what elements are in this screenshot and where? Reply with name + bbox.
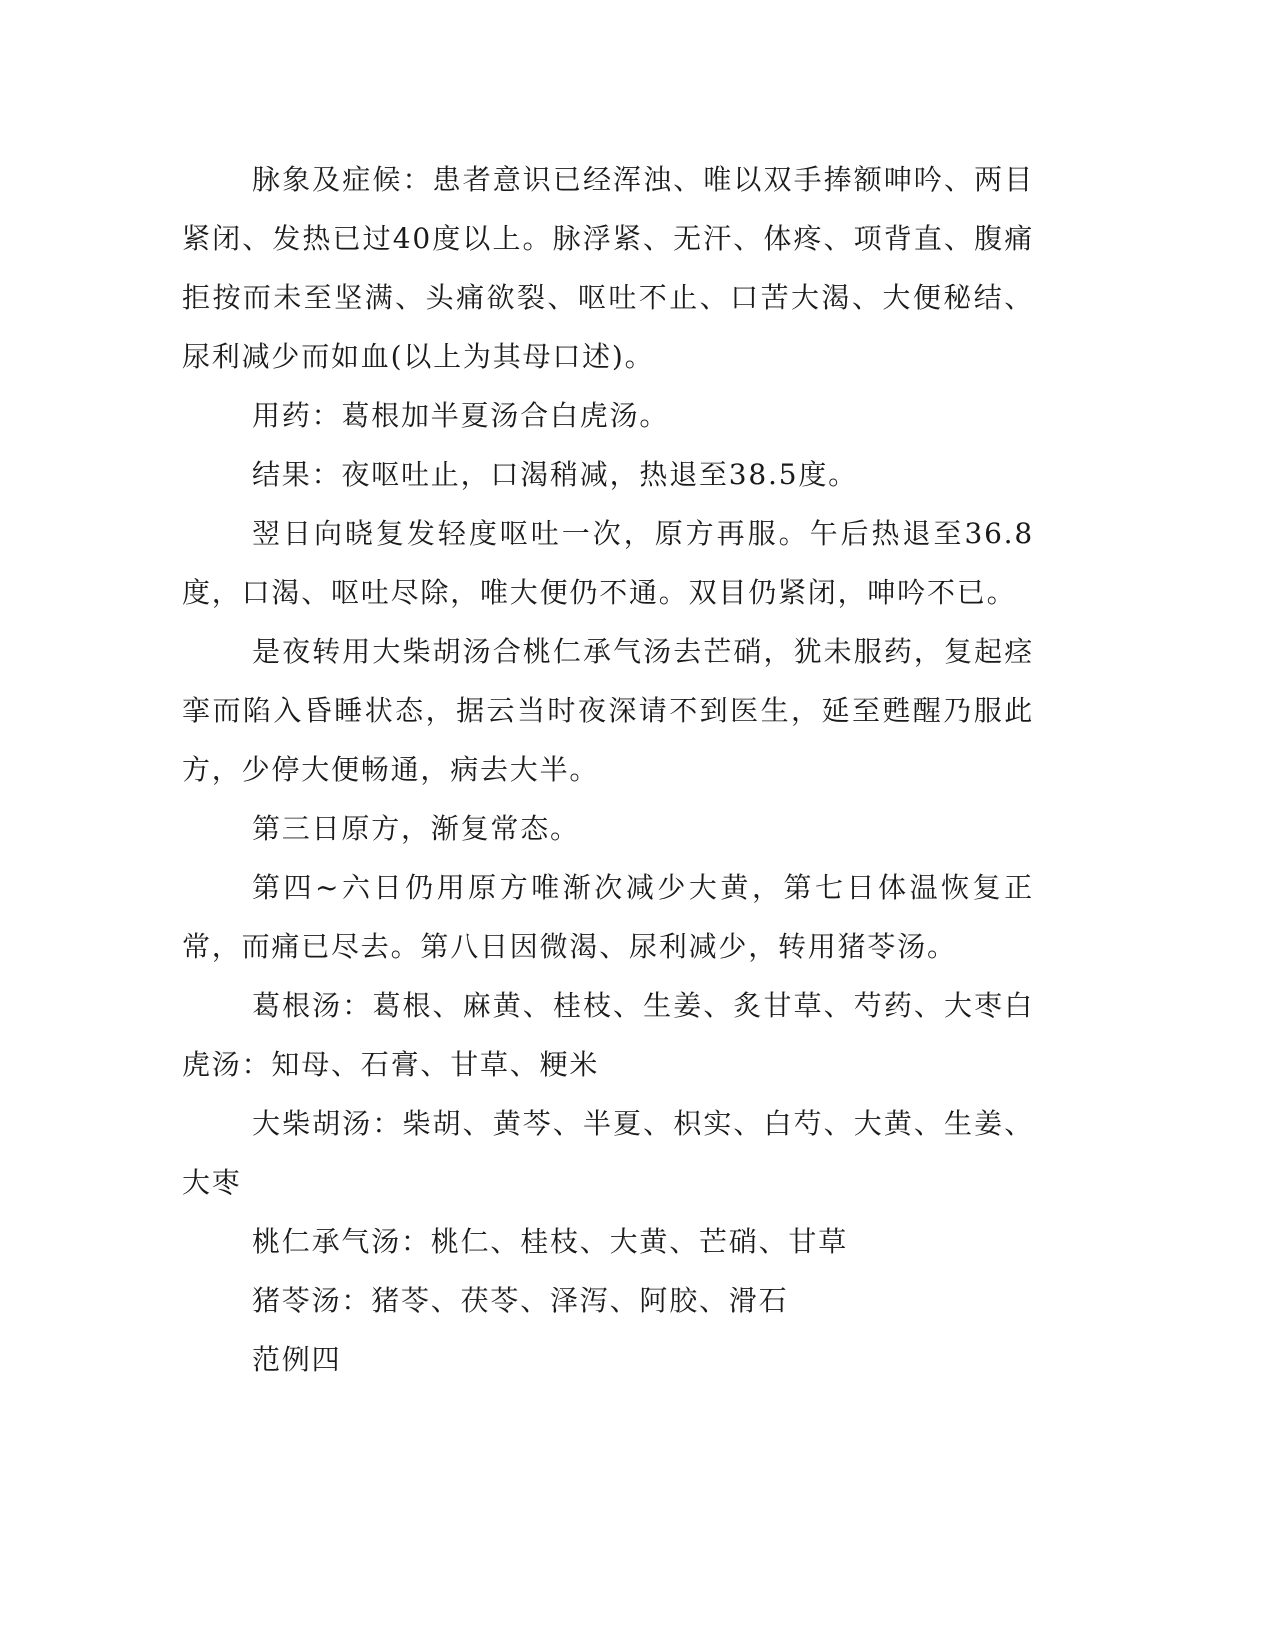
paragraph-dachaihu-formula: 大柴胡汤：柴胡、黄芩、半夏、枳实、白芍、大黄、生姜、大枣	[182, 1107, 1034, 1199]
paragraph-days-four-to-eight: 第四~六日仍用原方唯渐次减少大黄，第七日体温恢复正常，而痛已尽去。第八日因微渴、尿利减少，转用猪苓汤。	[182, 871, 1034, 963]
paragraph-gegen-baihu-formula: 葛根汤：葛根、麻黄、桂枝、生姜、炙甘草、芍药、大枣白虎汤：知母、石膏、甘草、粳米	[182, 989, 1034, 1081]
paragraph-taoren-formula: 桃仁承气汤：桃仁、桂枝、大黄、芒硝、甘草	[252, 1225, 849, 1258]
paragraph-next-day: 翌日向晓复发轻度呕吐一次，原方再服。午后热退至36.8度，口渴、呕吐尽除，唯大便仍不通。双目仍紧闭，呻吟不已。	[182, 517, 1034, 609]
section-heading-example-four: 范例四	[252, 1343, 342, 1376]
paragraph-day-three: 第三日原方，渐复常态。	[252, 812, 580, 845]
paragraph-that-night: 是夜转用大柴胡汤合桃仁承气汤去芒硝，犹未服药，复起痉挛而陷入昏睡状态，据云当时夜深请不到医生，延至甦醒乃服此方，少停大便畅通，病去大半。	[182, 635, 1034, 786]
document-body	[182, 150, 1034, 1389]
paragraph-result: 结果：夜呕吐止，口渴稍减，热退至38.5度。	[252, 458, 858, 491]
paragraph-symptoms: 脉象及症候：患者意识已经浑浊、唯以双手捧额呻吟、两目紧闭、发热已过40度以上。脉浮紧、无汗、体疼、项背直、腹痛拒按而未至坚满、头痛欲裂、呕吐不止、口苦大渴、大便秘结、尿利减少而如血(以上为其母口述)。	[182, 163, 1034, 373]
paragraph-zhuling-formula: 猪苓汤：猪苓、茯苓、泽泻、阿胶、滑石	[252, 1284, 789, 1317]
paragraph-medication: 用药：葛根加半夏汤合白虎汤。	[252, 399, 670, 432]
